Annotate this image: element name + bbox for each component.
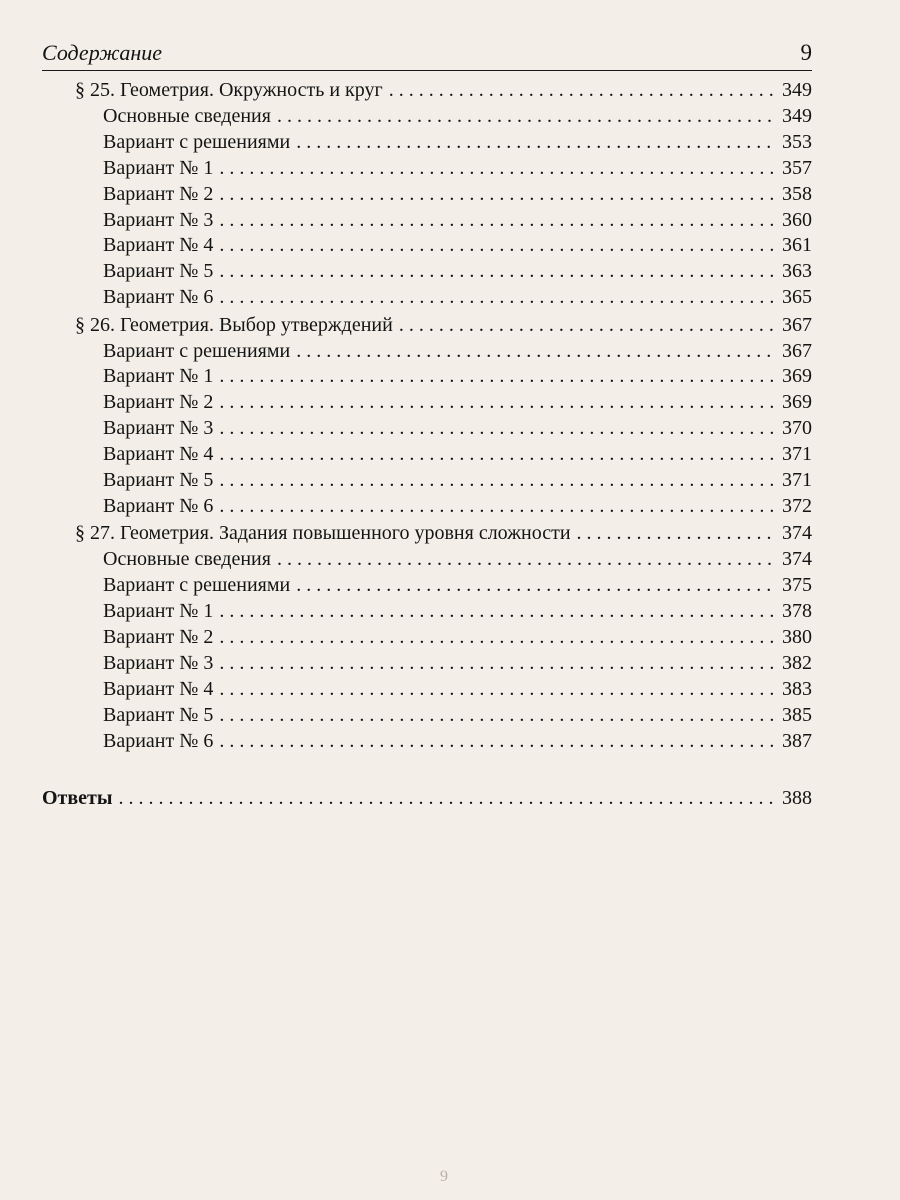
toc-entry xyxy=(103,441,812,467)
dot-leader xyxy=(389,77,774,103)
dot-leader xyxy=(219,207,774,233)
toc-entry xyxy=(103,389,812,415)
toc-entry-page: 374 xyxy=(782,522,812,545)
toc-entry-title: Вариант № 2 xyxy=(103,625,214,648)
toc-entry-page: 385 xyxy=(782,703,812,726)
toc-entry-title: Вариант № 3 xyxy=(103,651,214,674)
dot-leader xyxy=(277,103,774,129)
dot-leader xyxy=(296,129,774,155)
toc-entry-page: 382 xyxy=(782,651,812,674)
toc-entry-title: Вариант № 5 xyxy=(103,703,214,726)
dot-leader xyxy=(219,676,774,702)
page-number: 9 xyxy=(800,40,812,65)
toc-entry-page: 367 xyxy=(782,313,812,336)
toc-entry-title: Вариант № 2 xyxy=(103,182,214,205)
toc-entry-page: 363 xyxy=(782,260,812,283)
dot-leader xyxy=(219,441,774,467)
toc-entry-page: 371 xyxy=(782,443,812,466)
toc-entry-title: Основные сведения xyxy=(103,104,271,127)
dot-leader xyxy=(577,520,774,546)
toc-entry-title: Вариант № 1 xyxy=(103,156,214,179)
dot-leader xyxy=(219,493,774,519)
toc-entry-page: 369 xyxy=(782,365,812,388)
toc-entry xyxy=(103,702,812,728)
toc-entry-title: Вариант № 5 xyxy=(103,260,214,283)
dot-leader xyxy=(219,232,774,258)
toc-entry xyxy=(103,103,812,129)
toc-entry xyxy=(103,598,812,624)
toc-entry xyxy=(103,338,812,364)
toc-entry-title: Вариант № 1 xyxy=(103,600,214,622)
toc-entry-title: Вариант № 6 xyxy=(103,286,214,309)
dot-leader xyxy=(219,650,774,676)
toc-entry-title: § 26. Геометрия. Выбор утверждений xyxy=(75,313,393,336)
toc-entry-page: 378 xyxy=(782,600,812,622)
toc-entry xyxy=(103,415,812,441)
toc-entry xyxy=(103,572,812,598)
toc-entry xyxy=(103,129,812,155)
dot-leader xyxy=(219,155,774,181)
toc-entry xyxy=(103,232,812,258)
toc-entry-page: 353 xyxy=(782,130,812,153)
toc-entry-page: 370 xyxy=(782,417,812,440)
dot-leader xyxy=(296,572,774,598)
toc-entry-page: 357 xyxy=(782,156,812,179)
toc-entry-page: 380 xyxy=(782,625,812,648)
toc-entry-title: Вариант № 3 xyxy=(103,417,214,440)
toc-entry xyxy=(103,258,812,284)
toc-entry-title: Вариант № 6 xyxy=(103,729,214,752)
toc-entry xyxy=(103,650,812,676)
toc-entry-page: 365 xyxy=(782,286,812,309)
toc-entry xyxy=(103,284,812,310)
running-title: Содержание xyxy=(42,40,163,65)
dot-leader xyxy=(219,363,774,389)
toc-entry-page: 349 xyxy=(782,104,812,127)
toc-entry xyxy=(103,546,812,572)
toc-entry-title: Вариант № 4 xyxy=(103,234,214,257)
toc-entry xyxy=(103,493,812,519)
dot-leader xyxy=(219,598,774,624)
toc-entry-title: Вариант № 2 xyxy=(103,391,214,414)
toc-entry-page: 360 xyxy=(782,208,812,231)
dot-leader xyxy=(219,181,774,207)
dot-leader xyxy=(219,415,774,441)
toc-entry-page: 388 xyxy=(782,787,812,809)
dot-leader xyxy=(219,702,774,728)
toc-entry xyxy=(103,181,812,207)
toc-entry-title: Вариант № 6 xyxy=(103,494,214,517)
toc-entry xyxy=(103,676,812,702)
dot-leader xyxy=(219,389,774,415)
dot-leader xyxy=(219,624,774,650)
toc-entry-title: Вариант № 1 xyxy=(103,365,214,388)
dot-leader xyxy=(219,284,774,310)
dot-leader xyxy=(219,258,774,284)
bleed-through-page-number: 9 xyxy=(440,1168,448,1185)
toc-entry-page: 371 xyxy=(782,469,812,491)
toc-entry-title: Ответы xyxy=(42,787,113,809)
dot-leader xyxy=(399,312,774,338)
toc-entry-title: Вариант с решениями xyxy=(103,130,291,153)
toc-entry xyxy=(103,467,812,493)
toc-entry xyxy=(103,728,812,754)
toc-entry-page: 367 xyxy=(782,339,812,362)
toc-entry-page: 374 xyxy=(782,548,812,571)
toc-entry-page: 387 xyxy=(782,729,812,752)
toc-answers-entry xyxy=(42,785,812,811)
toc-entry-title: Вариант № 4 xyxy=(103,677,214,700)
toc-entry-title: § 27. Геометрия. Задания повышенного уровня сложности xyxy=(75,522,571,545)
toc-entry-page: 361 xyxy=(782,234,812,257)
toc-entry-title: Вариант № 3 xyxy=(103,208,214,231)
toc-entry xyxy=(103,363,812,389)
toc-entry-title: Вариант № 5 xyxy=(103,469,214,491)
dot-leader xyxy=(277,546,774,572)
toc-entry-title: Основные сведения xyxy=(103,548,271,571)
toc-section-entry xyxy=(75,520,812,546)
dot-leader xyxy=(296,338,774,364)
toc-entry-page: 349 xyxy=(782,79,812,101)
toc-section-entry xyxy=(75,77,812,103)
toc-entry-title: Вариант № 4 xyxy=(103,443,214,466)
toc-entry xyxy=(103,207,812,233)
dot-leader xyxy=(219,467,774,493)
dot-leader xyxy=(219,728,774,754)
dot-leader xyxy=(119,785,775,811)
toc-entry-title: § 25. Геометрия. Окружность и круг xyxy=(75,79,383,101)
toc-entry-title: Вариант с решениями xyxy=(103,574,291,597)
toc-section-entry xyxy=(75,312,812,338)
toc-entry-page: 369 xyxy=(782,391,812,414)
toc-entry-page: 383 xyxy=(782,677,812,700)
toc-entry xyxy=(103,624,812,650)
toc-entry-page: 358 xyxy=(782,182,812,205)
toc-entry-page: 375 xyxy=(782,574,812,597)
toc-entry xyxy=(103,155,812,181)
toc-entry-title: Вариант с решениями xyxy=(103,339,291,362)
toc-entry-page: 372 xyxy=(782,494,812,517)
